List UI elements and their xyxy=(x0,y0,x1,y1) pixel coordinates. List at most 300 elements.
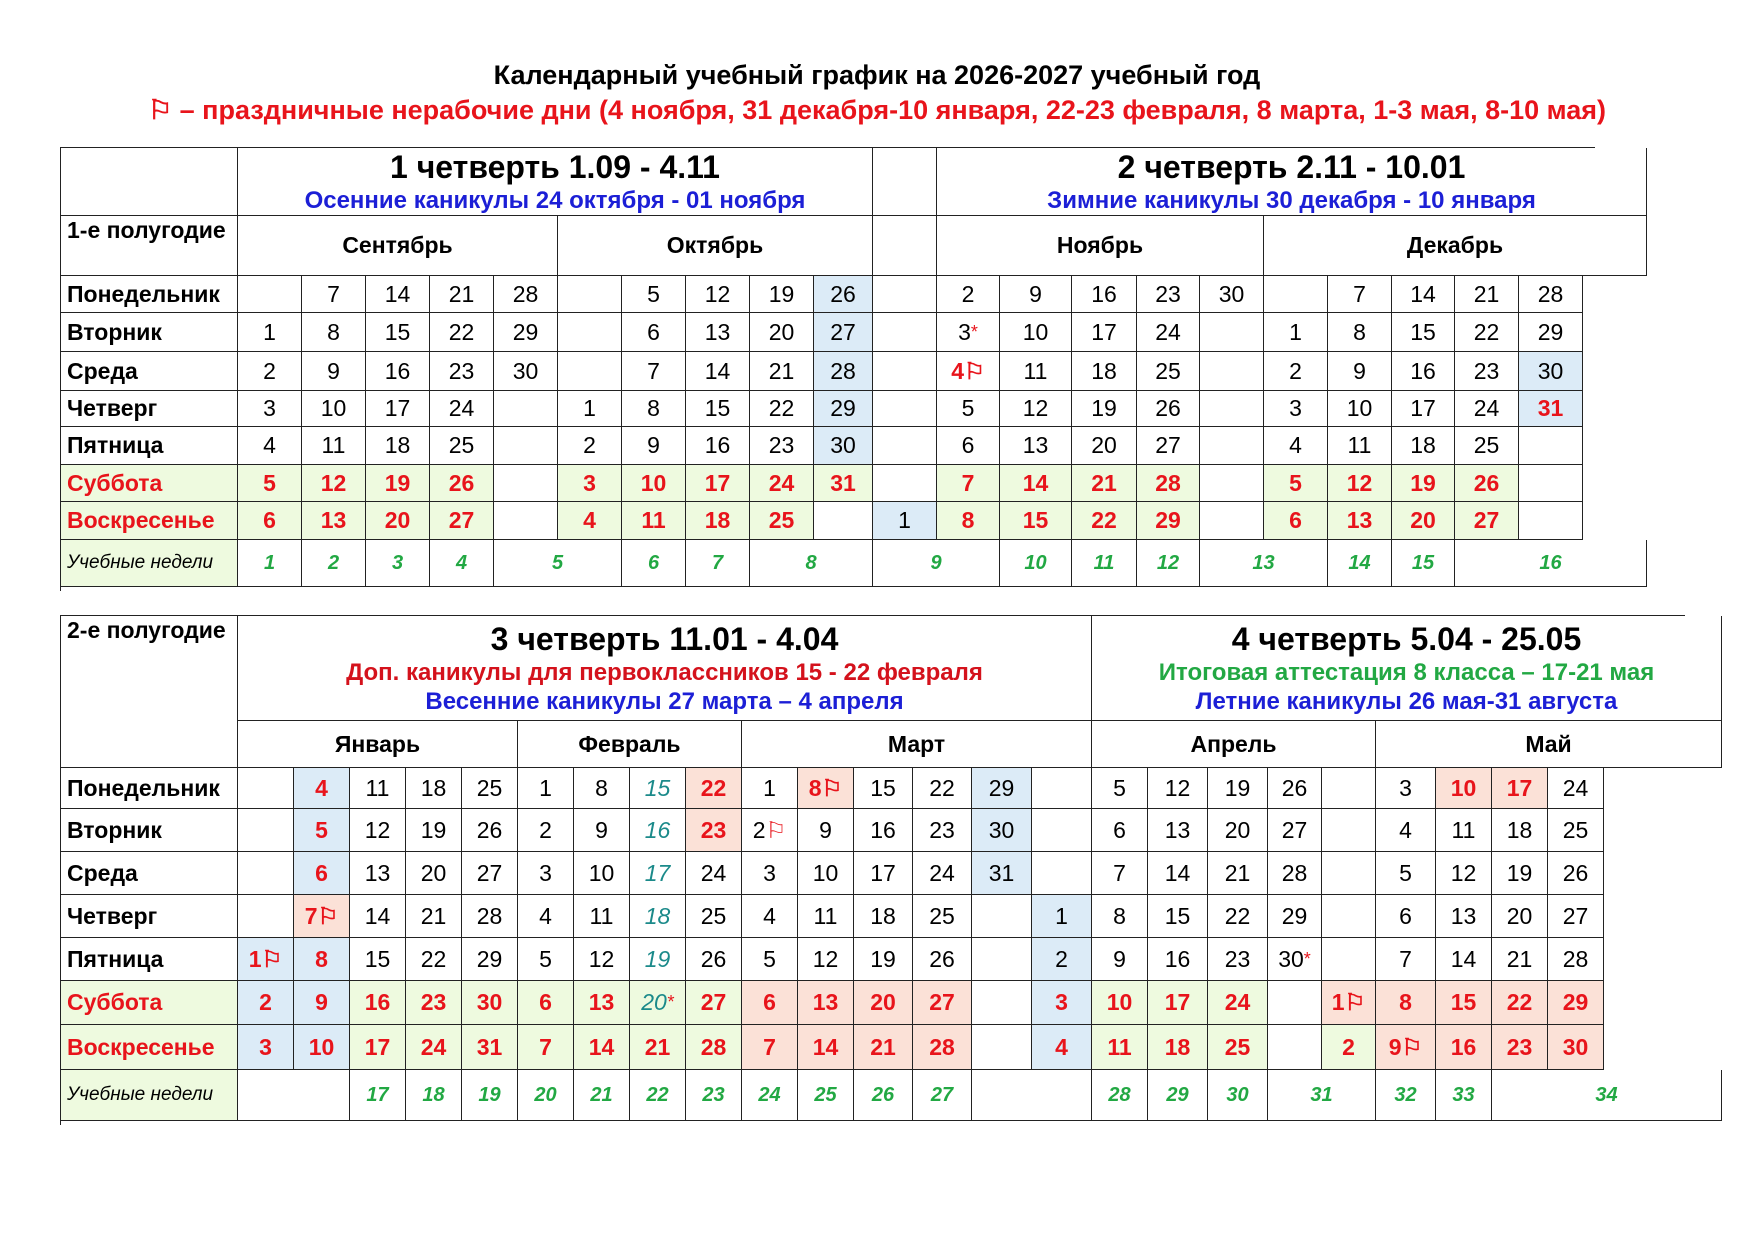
date-cell: 1 xyxy=(742,768,798,809)
date-cell: 18 xyxy=(1492,809,1548,852)
date-cell: 18 xyxy=(366,427,430,465)
holiday-flag-icon: ⚐ xyxy=(821,774,843,801)
quarter-2-header xyxy=(937,148,1647,216)
weekday-label: Среда xyxy=(61,352,238,391)
quarter-1-header xyxy=(238,148,873,216)
date-cell xyxy=(1519,502,1583,540)
date-cell: 3 xyxy=(742,852,798,895)
date-cell: 26 xyxy=(814,276,873,313)
date-cell: 28 xyxy=(462,895,518,938)
date-cell: 27 xyxy=(1137,427,1200,465)
date-cell: 11 xyxy=(798,895,854,938)
date-cell: 15 xyxy=(630,768,686,809)
date-cell: 5 xyxy=(1092,768,1148,809)
date-cell: 27 xyxy=(1548,895,1604,938)
week-number: 31 xyxy=(1268,1070,1376,1121)
date-cell: 28 xyxy=(913,1025,972,1070)
date-cell xyxy=(873,391,937,427)
date-value: 2 xyxy=(752,816,766,843)
date-cell: 19 xyxy=(1072,391,1137,427)
week-number: 2 xyxy=(302,540,366,587)
date-cell: 11 xyxy=(1436,809,1492,852)
date-cell xyxy=(1200,427,1264,465)
date-cell xyxy=(558,352,622,391)
date-cell xyxy=(798,768,854,809)
date-cell: 26 xyxy=(1548,852,1604,895)
half-year-label: 2-е полугодие xyxy=(61,616,238,768)
date-cell: 22 xyxy=(750,391,814,427)
week-number: 19 xyxy=(462,1070,518,1121)
date-cell: 15 xyxy=(1392,313,1455,352)
date-cell: 14 xyxy=(1148,852,1208,895)
date-cell: 15 xyxy=(1436,981,1492,1025)
date-cell: 19 xyxy=(1392,465,1455,502)
date-cell: 9 xyxy=(622,427,686,465)
date-cell xyxy=(873,352,937,391)
date-cell xyxy=(238,276,302,313)
date-cell: 6 xyxy=(1092,809,1148,852)
date-cell: 30 xyxy=(1200,276,1264,313)
date-cell: 21 xyxy=(430,276,494,313)
date-cell xyxy=(873,427,937,465)
date-cell: 19 xyxy=(750,276,814,313)
date-cell: 22 xyxy=(1455,313,1519,352)
week-number: 12 xyxy=(1137,540,1200,587)
date-cell: 23 xyxy=(1455,352,1519,391)
weekday-label: Пятница xyxy=(61,938,238,981)
date-cell: 8 xyxy=(622,391,686,427)
month-label: Сентябрь xyxy=(238,216,558,276)
date-cell: 4 xyxy=(238,427,302,465)
weekday-label: Суббота xyxy=(61,465,238,502)
date-value: 20 xyxy=(641,989,667,1015)
date-cell: 10 xyxy=(1436,768,1492,809)
date-cell: 20 xyxy=(750,313,814,352)
date-cell: 16 xyxy=(1392,352,1455,391)
date-cell: 24 xyxy=(913,852,972,895)
date-cell xyxy=(1268,981,1322,1025)
week-number: 13 xyxy=(1200,540,1328,587)
date-cell: 20 xyxy=(1392,502,1455,540)
date-cell: 17 xyxy=(366,391,430,427)
weekday-label: Понедельник xyxy=(61,768,238,809)
date-cell xyxy=(1322,938,1376,981)
date-cell: 19 xyxy=(630,938,686,981)
date-cell xyxy=(1032,768,1092,809)
date-cell: 22 xyxy=(406,938,462,981)
date-cell: 27 xyxy=(430,502,494,540)
date-cell: 8 xyxy=(937,502,1000,540)
weekday-label: Суббота xyxy=(61,981,238,1025)
date-cell: 23 xyxy=(406,981,462,1025)
holiday-flag-icon: ⚐ xyxy=(765,816,787,843)
date-cell: 11 xyxy=(1092,1025,1148,1070)
date-cell: 20 xyxy=(1072,427,1137,465)
date-cell: 23 xyxy=(686,809,742,852)
date-cell: 20 xyxy=(406,852,462,895)
date-cell: 16 xyxy=(1148,938,1208,981)
half-year-label: 1-е полугодие xyxy=(61,216,238,276)
date-cell: 29 xyxy=(972,768,1032,809)
date-cell: 6 xyxy=(294,852,350,895)
date-cell: 5 xyxy=(937,391,1000,427)
date-cell: 16 xyxy=(350,981,406,1025)
date-cell: 21 xyxy=(1492,938,1548,981)
date-cell: 30 xyxy=(972,809,1032,852)
date-cell: 9 xyxy=(1092,938,1148,981)
week-number: 23 xyxy=(686,1070,742,1121)
corner-cell xyxy=(61,148,238,216)
date-cell: 22 xyxy=(1208,895,1268,938)
date-cell: 28 xyxy=(814,352,873,391)
date-cell: 17 xyxy=(1392,391,1455,427)
date-value: 7 xyxy=(304,902,318,929)
week-number: 20 xyxy=(518,1070,574,1121)
date-cell: 1 xyxy=(1264,313,1328,352)
date-cell: 11 xyxy=(1328,427,1392,465)
date-cell: 4 xyxy=(1376,809,1436,852)
date-cell: 21 xyxy=(406,895,462,938)
date-cell: 10 xyxy=(1092,981,1148,1025)
date-cell: 21 xyxy=(1208,852,1268,895)
date-cell: 30 xyxy=(462,981,518,1025)
date-cell: 3 xyxy=(1264,391,1328,427)
date-cell: 25 xyxy=(1208,1025,1268,1070)
date-cell: 31 xyxy=(814,465,873,502)
date-cell: 15 xyxy=(366,313,430,352)
date-cell: 20 xyxy=(854,981,913,1025)
month-label: Март xyxy=(742,721,1092,768)
week-number: 1 xyxy=(238,540,302,587)
date-cell: 6 xyxy=(1264,502,1328,540)
date-value: 8 xyxy=(808,774,822,801)
date-cell: 3 xyxy=(518,852,574,895)
date-cell: 14 xyxy=(1000,465,1072,502)
date-cell: 11 xyxy=(574,895,630,938)
date-cell: 5 xyxy=(1376,852,1436,895)
date-cell: 5 xyxy=(518,938,574,981)
date-cell: 8 xyxy=(302,313,366,352)
date-cell: 31 xyxy=(972,852,1032,895)
date-cell xyxy=(873,276,937,313)
date-cell: 21 xyxy=(1072,465,1137,502)
date-cell: 10 xyxy=(294,1025,350,1070)
date-cell xyxy=(238,809,294,852)
date-cell: 8 xyxy=(1376,981,1436,1025)
date-cell: 18 xyxy=(1148,1025,1208,1070)
date-cell: 8 xyxy=(294,938,350,981)
date-cell: 16 xyxy=(854,809,913,852)
date-cell: 13 xyxy=(302,502,366,540)
date-cell: 24 xyxy=(686,852,742,895)
month-label: Февраль xyxy=(518,721,742,768)
date-cell: 25 xyxy=(686,895,742,938)
date-cell xyxy=(814,502,873,540)
holiday-flag-icon: ⚐ xyxy=(317,902,339,929)
date-cell: 29 xyxy=(814,391,873,427)
date-cell: 12 xyxy=(798,938,854,981)
holiday-legend: ⚐ – праздничные нерабочие дни (4 ноября, 31 декабря-10 января, 22-23 февраля, 8 марта, 1-3 мая, 8-10 мая) xyxy=(147,95,1607,125)
date-cell: 9 xyxy=(302,352,366,391)
date-cell: 28 xyxy=(1519,276,1583,313)
month-label: Апрель xyxy=(1092,721,1376,768)
weekday-label: Четверг xyxy=(61,895,238,938)
date-cell: 19 xyxy=(1492,852,1548,895)
date-cell: 6 xyxy=(238,502,302,540)
week-number: 16 xyxy=(1455,540,1647,587)
date-cell: 27 xyxy=(814,313,873,352)
date-cell: 18 xyxy=(1072,352,1137,391)
date-cell: 15 xyxy=(854,768,913,809)
date-cell: 10 xyxy=(622,465,686,502)
month-label: Май xyxy=(1376,721,1722,768)
date-cell: 1 xyxy=(518,768,574,809)
date-cell: 11 xyxy=(622,502,686,540)
date-cell xyxy=(972,895,1032,938)
first-half-table xyxy=(60,147,1595,591)
date-cell: 13 xyxy=(350,852,406,895)
date-cell: 2 xyxy=(937,276,1000,313)
date-cell: 22 xyxy=(430,313,494,352)
weekday-label: Четверг xyxy=(61,391,238,427)
week-number: 9 xyxy=(873,540,1000,587)
vacation-note: Доп. каникулы для первоклассников 15 - 22 февраля xyxy=(346,659,983,686)
date-cell: 20 xyxy=(1208,809,1268,852)
quarter-3-header xyxy=(238,616,1092,721)
date-cell: 10 xyxy=(798,852,854,895)
week-number: 28 xyxy=(1092,1070,1148,1121)
date-cell: 9 xyxy=(798,809,854,852)
date-cell: 9 xyxy=(1328,352,1392,391)
date-cell xyxy=(1376,1025,1436,1070)
date-cell: 24 xyxy=(1548,768,1604,809)
date-cell: 29 xyxy=(462,938,518,981)
date-cell: 15 xyxy=(686,391,750,427)
date-cell: 1 xyxy=(238,313,302,352)
date-cell: 27 xyxy=(913,981,972,1025)
date-cell xyxy=(1519,427,1583,465)
week-number: 21 xyxy=(574,1070,630,1121)
date-cell: 8 xyxy=(574,768,630,809)
date-cell xyxy=(873,465,937,502)
date-cell: 2 xyxy=(558,427,622,465)
date-cell: 11 xyxy=(1000,352,1072,391)
date-cell xyxy=(238,938,294,981)
date-cell: 26 xyxy=(430,465,494,502)
date-cell xyxy=(972,1025,1032,1070)
week-number: 3 xyxy=(366,540,430,587)
date-cell: 3 xyxy=(238,1025,294,1070)
date-cell: 25 xyxy=(1455,427,1519,465)
date-cell: 17 xyxy=(1492,768,1548,809)
date-value: 30 xyxy=(1278,945,1304,972)
date-cell: 3 xyxy=(238,391,302,427)
date-cell: 9 xyxy=(1000,276,1072,313)
date-cell xyxy=(1032,852,1092,895)
date-cell: 14 xyxy=(366,276,430,313)
date-cell xyxy=(238,852,294,895)
weeks-label: Учебные недели xyxy=(61,540,238,587)
date-cell: 19 xyxy=(406,809,462,852)
date-cell: 15 xyxy=(1148,895,1208,938)
asterisk-mark: * xyxy=(1303,948,1311,969)
date-cell: 13 xyxy=(1328,502,1392,540)
date-cell xyxy=(937,352,1000,391)
date-cell: 3 xyxy=(558,465,622,502)
date-cell: 24 xyxy=(1137,313,1200,352)
date-cell: 1 xyxy=(873,502,937,540)
date-cell: 7 xyxy=(1092,852,1148,895)
asterisk-mark: * xyxy=(970,321,978,342)
week-number: 32 xyxy=(1376,1070,1436,1121)
date-cell xyxy=(238,768,294,809)
date-cell: 16 xyxy=(1436,1025,1492,1070)
date-cell: 6 xyxy=(742,981,798,1025)
date-cell xyxy=(1200,391,1264,427)
month-label: Октябрь xyxy=(558,216,873,276)
week-number: 4 xyxy=(430,540,494,587)
date-cell: 27 xyxy=(462,852,518,895)
date-cell: 16 xyxy=(366,352,430,391)
date-cell: 24 xyxy=(1208,981,1268,1025)
date-value: 3 xyxy=(958,318,971,345)
date-cell: 4 xyxy=(1032,1025,1092,1070)
week-number: 22 xyxy=(630,1070,686,1121)
weekday-label: Воскресенье xyxy=(61,502,238,540)
date-cell xyxy=(494,465,558,502)
date-cell: 7 xyxy=(1376,938,1436,981)
weekday-label: Пятница xyxy=(61,427,238,465)
week-number: 6 xyxy=(622,540,686,587)
week-number: 14 xyxy=(1328,540,1392,587)
date-cell: 6 xyxy=(518,981,574,1025)
quarter-title: 2 четверть 2.11 - 10.01 xyxy=(1117,149,1466,185)
date-cell: 26 xyxy=(686,938,742,981)
date-cell: 24 xyxy=(430,391,494,427)
date-cell: 20 xyxy=(366,502,430,540)
date-cell: 17 xyxy=(350,1025,406,1070)
week-number: 8 xyxy=(750,540,873,587)
date-cell: 13 xyxy=(1000,427,1072,465)
date-cell: 14 xyxy=(350,895,406,938)
week-number: 24 xyxy=(742,1070,798,1121)
date-cell xyxy=(1264,276,1328,313)
date-cell: 24 xyxy=(406,1025,462,1070)
date-cell: 12 xyxy=(302,465,366,502)
date-cell xyxy=(558,313,622,352)
date-cell: 26 xyxy=(1455,465,1519,502)
holiday-flag-icon: ⚐ xyxy=(1401,1033,1423,1060)
date-cell: 10 xyxy=(1000,313,1072,352)
date-cell: 27 xyxy=(1455,502,1519,540)
date-cell: 21 xyxy=(630,1025,686,1070)
date-cell: 16 xyxy=(1072,276,1137,313)
date-cell: 16 xyxy=(686,427,750,465)
week-number: 5 xyxy=(494,540,622,587)
date-cell: 22 xyxy=(686,768,742,809)
date-cell: 27 xyxy=(686,981,742,1025)
date-cell xyxy=(873,313,937,352)
week-number: 27 xyxy=(913,1070,972,1121)
quarter-4-header xyxy=(1092,616,1722,721)
date-cell: 30 xyxy=(494,352,558,391)
week-number: 34 xyxy=(1492,1070,1722,1121)
date-cell xyxy=(1200,313,1264,352)
date-cell: 7 xyxy=(622,352,686,391)
date-cell: 13 xyxy=(686,313,750,352)
date-cell xyxy=(937,313,1000,352)
week-number: 18 xyxy=(406,1070,462,1121)
date-cell: 21 xyxy=(854,1025,913,1070)
date-cell xyxy=(972,938,1032,981)
spacer-cell xyxy=(873,148,937,216)
date-cell: 27 xyxy=(1268,809,1322,852)
month-label: Январь xyxy=(238,721,518,768)
date-cell: 30 xyxy=(1519,352,1583,391)
vacation-note: Осенние каникулы 24 октября - 01 ноября xyxy=(304,187,806,214)
date-cell: 13 xyxy=(574,981,630,1025)
date-cell: 22 xyxy=(1492,981,1548,1025)
weekday-label: Среда xyxy=(61,852,238,895)
week-number: 29 xyxy=(1148,1070,1208,1121)
date-cell: 6 xyxy=(622,313,686,352)
date-cell: 21 xyxy=(750,352,814,391)
date-cell: 12 xyxy=(1328,465,1392,502)
holiday-flag-icon: ⚐ xyxy=(964,357,985,384)
date-cell xyxy=(1322,809,1376,852)
weekday-label: Понедельник xyxy=(61,276,238,313)
week-number: 25 xyxy=(798,1070,854,1121)
date-cell: 18 xyxy=(1392,427,1455,465)
date-cell: 9 xyxy=(574,809,630,852)
date-cell: 29 xyxy=(1548,981,1604,1025)
date-cell: 8 xyxy=(1092,895,1148,938)
date-cell: 23 xyxy=(430,352,494,391)
date-cell: 7 xyxy=(1328,276,1392,313)
date-cell xyxy=(1032,809,1092,852)
date-cell: 7 xyxy=(302,276,366,313)
weekday-label: Вторник xyxy=(61,313,238,352)
date-cell: 13 xyxy=(1436,895,1492,938)
quarter-title: 3 четверть 11.01 - 4.04 xyxy=(490,621,839,657)
date-cell xyxy=(1519,465,1583,502)
date-cell: 14 xyxy=(686,352,750,391)
date-cell: 8 xyxy=(1328,313,1392,352)
date-cell xyxy=(1268,938,1322,981)
date-cell: 5 xyxy=(1264,465,1328,502)
date-cell: 1 xyxy=(558,391,622,427)
month-label: Ноябрь xyxy=(937,216,1264,276)
date-cell: 2 xyxy=(238,981,294,1025)
vacation-note: Весенние каникулы 27 марта – 4 апреля xyxy=(425,688,904,715)
week-number: 10 xyxy=(1000,540,1072,587)
date-cell: 15 xyxy=(350,938,406,981)
weeks-label: Учебные недели xyxy=(61,1070,238,1121)
date-cell xyxy=(294,895,350,938)
spacer-cell xyxy=(873,216,937,276)
date-value: 9 xyxy=(1388,1033,1402,1060)
date-cell: 31 xyxy=(462,1025,518,1070)
date-cell xyxy=(558,276,622,313)
date-cell: 17 xyxy=(1148,981,1208,1025)
week-number: 15 xyxy=(1392,540,1455,587)
date-cell: 21 xyxy=(1455,276,1519,313)
date-cell: 3 xyxy=(1376,768,1436,809)
date-cell: 18 xyxy=(406,768,462,809)
date-cell xyxy=(1322,768,1376,809)
date-cell: 14 xyxy=(574,1025,630,1070)
date-cell: 29 xyxy=(494,313,558,352)
